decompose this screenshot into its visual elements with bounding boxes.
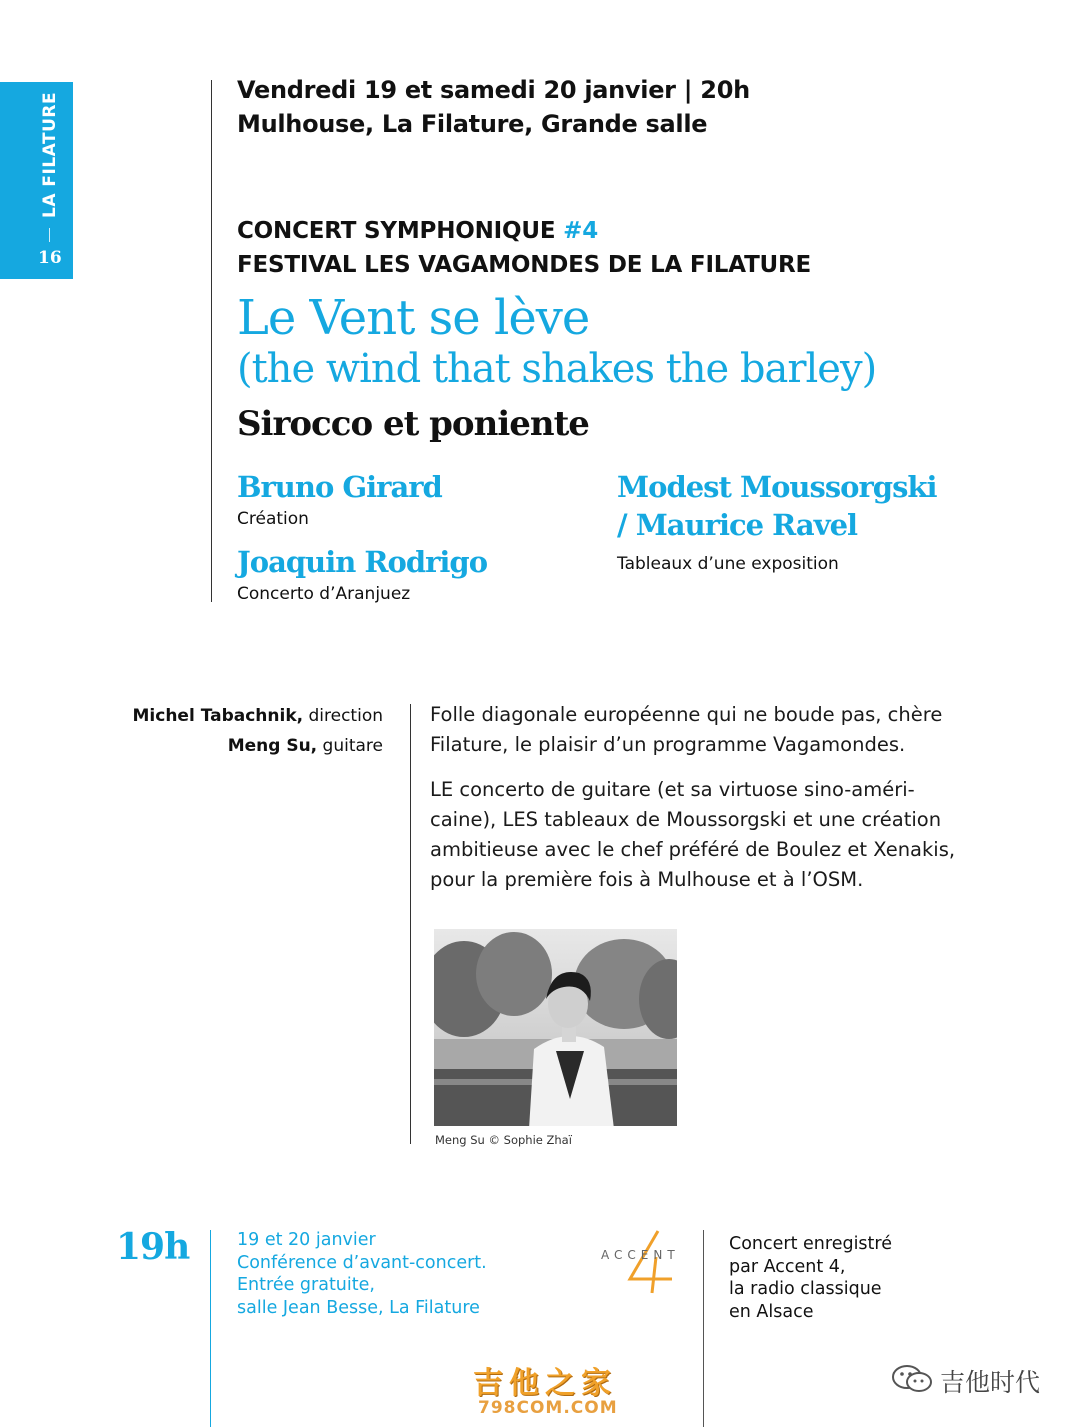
event-date: Vendredi 19 et samedi 20 janvier | 20h (237, 76, 750, 104)
header-divider-line (211, 80, 212, 602)
composer-name: Modest Moussorgski (617, 470, 937, 504)
radio-note-line: en Alsace (729, 1301, 814, 1322)
side-tab (0, 82, 73, 279)
description (430, 700, 975, 910)
event-title: Le Vent se lève (237, 290, 590, 346)
radio-divider (703, 1230, 704, 1427)
radio-recording-note (729, 1233, 892, 1323)
category-number: #4 (563, 218, 599, 244)
pre-concert-dates: 19 et 20 janvier (237, 1230, 376, 1250)
page-number: 16 (38, 248, 62, 268)
radio-note-line: la radio classique (729, 1279, 882, 1299)
credit-name: Meng Su, (227, 736, 318, 756)
photo-caption: Meng Su © Sophie Zhaï (435, 1133, 572, 1147)
credit-soloist (228, 736, 383, 756)
credit-name: Michel Tabachnik, (132, 706, 304, 726)
work-title: Concerto d’Aranjuez (237, 584, 411, 604)
side-tab-label: LA FILATURE (40, 91, 60, 218)
credit-role: guitare (317, 736, 383, 756)
accent4-logo-text: ACCENT (601, 1248, 680, 1262)
pre-concert-location: salle Jean Besse, La Filature (237, 1297, 480, 1318)
pre-concert-divider (210, 1230, 211, 1427)
festival-name: FESTIVAL LES VAGAMONDES DE LA FILATURE (237, 252, 812, 278)
pre-concert-time: 19h (116, 1226, 190, 1268)
artist-photo (434, 929, 677, 1126)
pre-concert-description: Conférence d’avant-concert. (237, 1252, 487, 1273)
wechat-icon (890, 1363, 934, 1395)
watermark-guitar-home: 吉他之家 (473, 1366, 617, 1401)
description-paragraph: LE concerto de guitare (et sa virtuose sino-améri-caine), LES tableaux de Moussorgski et une création ambitieuse avec le chef préféré de Boulez et Xenakis, pour la première fois à Mulhouse et à l’OSM. (430, 778, 956, 891)
side-tab-divider (49, 228, 50, 242)
event-title-translation: (the wind that shakes the barley) (237, 346, 877, 392)
event-subtitle: Sirocco et poniente (237, 404, 589, 444)
credit-conductor (133, 706, 384, 726)
artist-photo-image (434, 929, 677, 1126)
pre-concert-price: Entrée gratuite, (237, 1275, 375, 1295)
radio-note-line: par Accent 4, (729, 1256, 846, 1277)
composer-name-second: / Maurice Ravel (617, 508, 858, 542)
body-divider-line (410, 704, 411, 1144)
accent4-logo (600, 1227, 695, 1295)
category-label: CONCERT SYMPHONIQUE (237, 218, 564, 244)
description-paragraph: Folle diagonale européenne qui ne boude pas, chère Filature, le plaisir d’un programme Vagamondes. (430, 703, 943, 756)
pre-concert-info (237, 1229, 487, 1319)
work-title: Création (237, 509, 309, 529)
event-venue: Mulhouse, La Filature, Grande salle (237, 110, 708, 138)
watermark-guitar-times: 吉他时代 (940, 1368, 1041, 1397)
watermark-url: 798COM.COM (478, 1398, 618, 1418)
credit-role: direction (303, 706, 383, 726)
radio-note-line: Concert enregistré (729, 1234, 892, 1254)
work-title: Tableaux d’une exposition (617, 554, 839, 574)
composer-name: Joaquin Rodrigo (237, 545, 488, 579)
composer-name: Bruno Girard (237, 470, 442, 504)
event-category (237, 218, 598, 244)
